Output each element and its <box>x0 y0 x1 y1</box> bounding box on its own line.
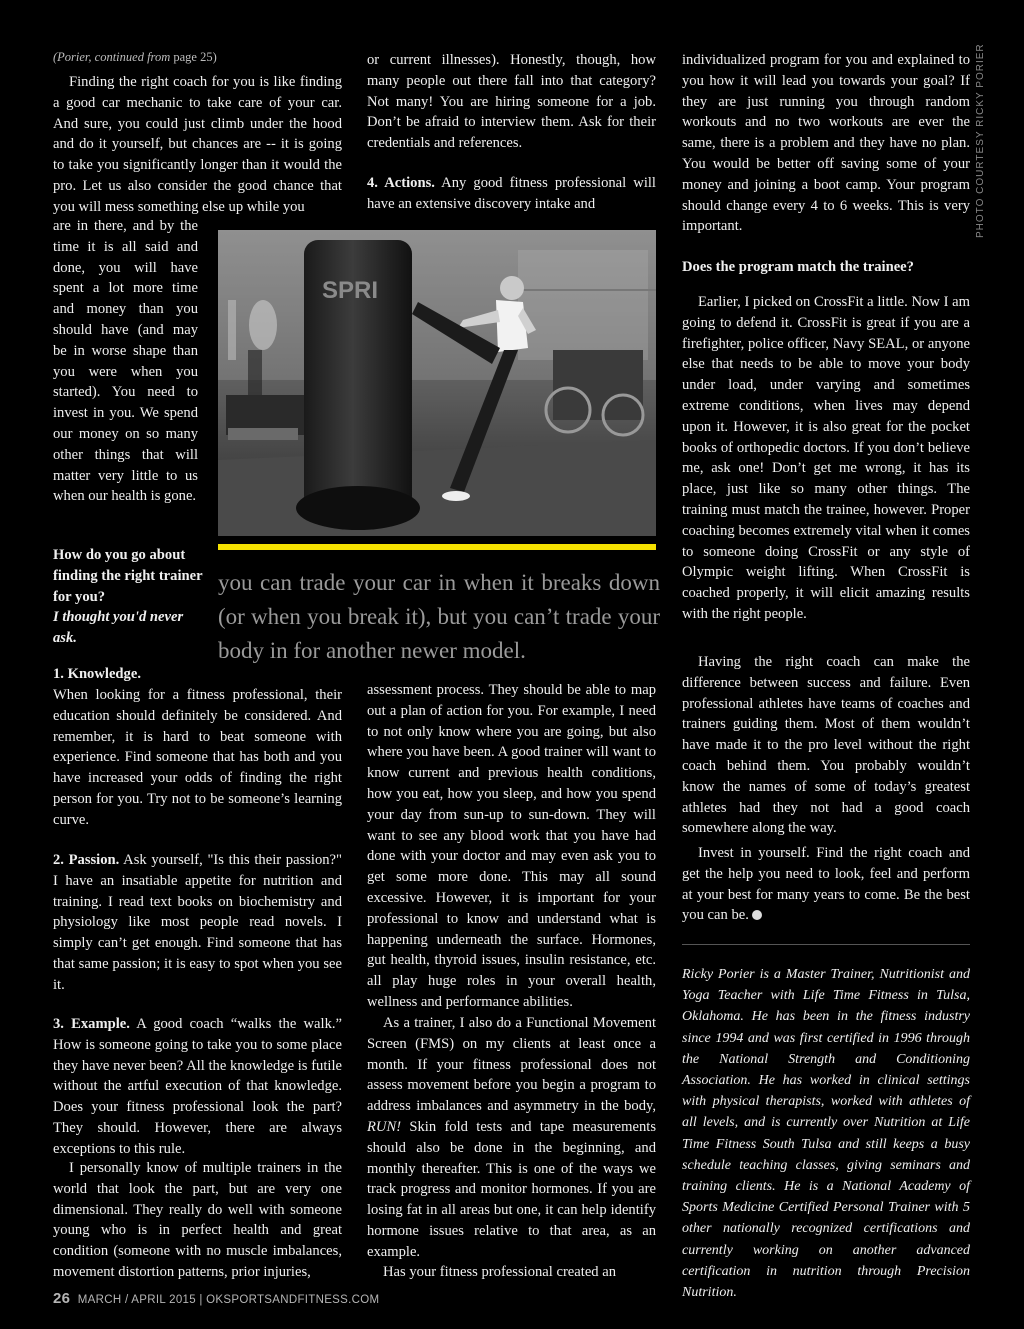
example-text: A good coach “walks the walk.” How is someone going to take you to some place they have never been? All the knowledge is futile without the artful execution of that knowledge. Does your fitness professional look the part? They should. However, there are always exceptions to this rule. <box>53 1016 343 1157</box>
article-paragraph: individualized program for you and explained to you how it will lead you towards your goal? If they are just running you through random workouts and no two workouts are ever the same, there is a problem and they have no plan. You would be better off saving some of your money and joining a boot camp. Your program should change every 4 to 6 weeks. This is very important. <box>682 52 970 235</box>
example-title: 3. Example. <box>53 1016 130 1032</box>
kickboxing-photo <box>218 230 656 536</box>
footer-text: MARCH / APRIL 2015 | OKSPORTSANDFITNESS.COM <box>77 1294 380 1306</box>
continued-page: page 25) <box>170 50 217 64</box>
accent-rule <box>218 544 656 550</box>
closing-text: Invest in yourself. Find the right coach and get the help you need to look, feel and perform at your best for many years to come. Be the best you can be. <box>682 845 970 924</box>
knowledge-title: 1. Knowledge. <box>53 666 141 682</box>
page-footer <box>53 1290 379 1307</box>
example-paragraph <box>53 1014 342 1160</box>
article-paragraph: assessment process. They should be able to map out a plan of action for you. For example, I need to not only know where you are going, but also where you have been. A good trainer will want to know current and previous health conditions, how you eat, how you sleep, and how you spend your day from sun-up to sun-down. They will want to see any blood work that you have had done with your doctor and may even ask you to get some more done. This may all sound excessive. However, it is important for your professional to know and understand what is happening underneath the surface. Hormones, gut health, thyroid issues, insulin resistance, etc. all play huge roles in your overall health, wellness and performance abilities. <box>367 682 656 1010</box>
photo-credit: PHOTO COURTESY RICKY PORIER <box>975 43 986 238</box>
article-paragraph: Having the right coach can make the difference between success and failure. Even professional athletes have teams of coaches and trainers guiding them. Most of them wouldn’t have made it to the pro level without the right coach behind them. You probably wouldn’t know the names of some of today’s greatest athletes had they not had a good coach somewhere along the way. <box>682 654 970 837</box>
author-bio: Ricky Porier is a Master Trainer, Nutritionist and Yoga Teacher with Life Time Fitness in Tulsa, Oklahoma. He has been in the fitness industry since 1994 and was first certified in 1996 through the National Strength and Conditioning Association. He has worked in clinical settings with physical therapists, worked with athletes of all levels, and is currently over Nutrition at Life Time Fitness South Tulsa and still keeps a busy schedule teaching classes, giving seminars and training clients. He is a National Academy of Sports Medicine Certified Personal Trainer with 5 other nationally recognized certifications and currently working on another advanced certification in nutrition through Precision Nutrition. <box>682 967 970 1301</box>
actions-text: Any good fitness professional will have an extensive discovery intake and <box>367 175 656 212</box>
section-heading-block <box>53 545 203 649</box>
article-paragraph-wrap: are in there, and by the time it is all said and done, you will have spent a lot more time and money than you should have (and may be in worse shape than you were when you started). You need to invest in you. We spend our money on so many other things that will matter very little to us when our health is gone. <box>53 218 198 505</box>
article-paragraph: Earlier, I picked on CrossFit a little. Now I am going to defend it. CrossFit is great if you are a firefighter, police officer, Navy SEAL, or anyone else that needs to be able to move your body under load, under varying and sometimes extreme conditions, when lives may depend upon it. However, it is also great for the pocket books of orthopedic doctors. If you don’t believe me, ask one! Don’t get me wrong, it has its place, just like so many other things. The training must match the trainee, however. Proper coaching becomes extremely vital when it comes to someone doing CrossFit or any style of Olympic weight lifting. When CrossFit is coached properly, it will elicit amazing results with the right people. <box>682 294 970 622</box>
section-heading: How do you go about finding the right trainer for you? <box>53 547 203 605</box>
actions-paragraph <box>367 173 656 215</box>
fms-text-a: As a trainer, I also do a Functional Movement Screen (FMS) on my clients at least once a month. If your fitness professional does not assess movement before you begin a program to address imbalances and asymmetry in the body, <box>367 1015 656 1115</box>
article-paragraph: Has your fitness professional created an <box>383 1264 617 1280</box>
passion-title: 2. Passion. <box>53 852 120 868</box>
article-paragraph: I personally know of multiple trainers in the world that look the part, but are very one dimensional. They really do well with someone young who is in perfect health and great condition (someone with no muscle imbalances, movement distortion patterns, prior injuries, <box>53 1160 342 1280</box>
article-paragraph: or current illnesses). Honestly, though, how many people out there fall into that category? Not many! You are hiring someone for a job. Don’t be afraid to interview them. Ask for their credentials and references. <box>367 52 656 152</box>
fms-paragraph <box>367 1013 656 1263</box>
section-heading: Does the program match the trainee? <box>682 259 914 275</box>
end-mark-icon <box>752 910 762 920</box>
article-paragraph: Finding the right coach for you is like finding a good car mechanic to take care of your car. And sure, you could just climb under the hood and do it yourself, but chances are -- it is going to take you significantly longer than it would the pro. Let us also consider the good chance that you will mess something else up while you <box>53 74 342 215</box>
photo-illustration <box>218 230 656 536</box>
pull-quote: you can trade your car in when it breaks down (or when you break it), but you can’t trade your body in for another newer model. <box>218 570 660 663</box>
fms-text-b: Skin fold tests and tape measurements should also be done in the beginning, and monthly thereafter. This is one of the ways we track progress and monitor hormones. If you are losing fat in all areas but one, it can help identify hormone issues relative to that area, as an example. <box>367 1118 656 1260</box>
bag-brand-text: SPRI <box>322 277 379 304</box>
page-number: 26 <box>53 1290 71 1307</box>
closing-paragraph <box>682 843 970 926</box>
section-subheading: I thought you'd never ask. <box>53 609 184 647</box>
continued-prefix: (Porier, continued from <box>53 50 171 64</box>
divider <box>682 944 970 945</box>
actions-title: 4. Actions. <box>367 175 435 191</box>
passion-paragraph <box>53 850 342 996</box>
knowledge-text: When looking for a fitness professional, their education should definitely be considered. And remember, it is hard to beat someone with experience. Find someone that has both and you have increased your odds of finding the right person for you. Try not to be someone’s learning curve. <box>53 687 342 828</box>
continued-from-label <box>53 50 217 65</box>
fms-run: RUN! <box>367 1118 402 1135</box>
passion-text: Ask yourself, "Is this their passion?" I have an insatiable appetite for nutrition and training. I read text books on biochemistry and physiology like most people read novels. I simply can’t get enough. Find someone that has that same passion; it is easy to spot when you see it. <box>53 852 342 993</box>
